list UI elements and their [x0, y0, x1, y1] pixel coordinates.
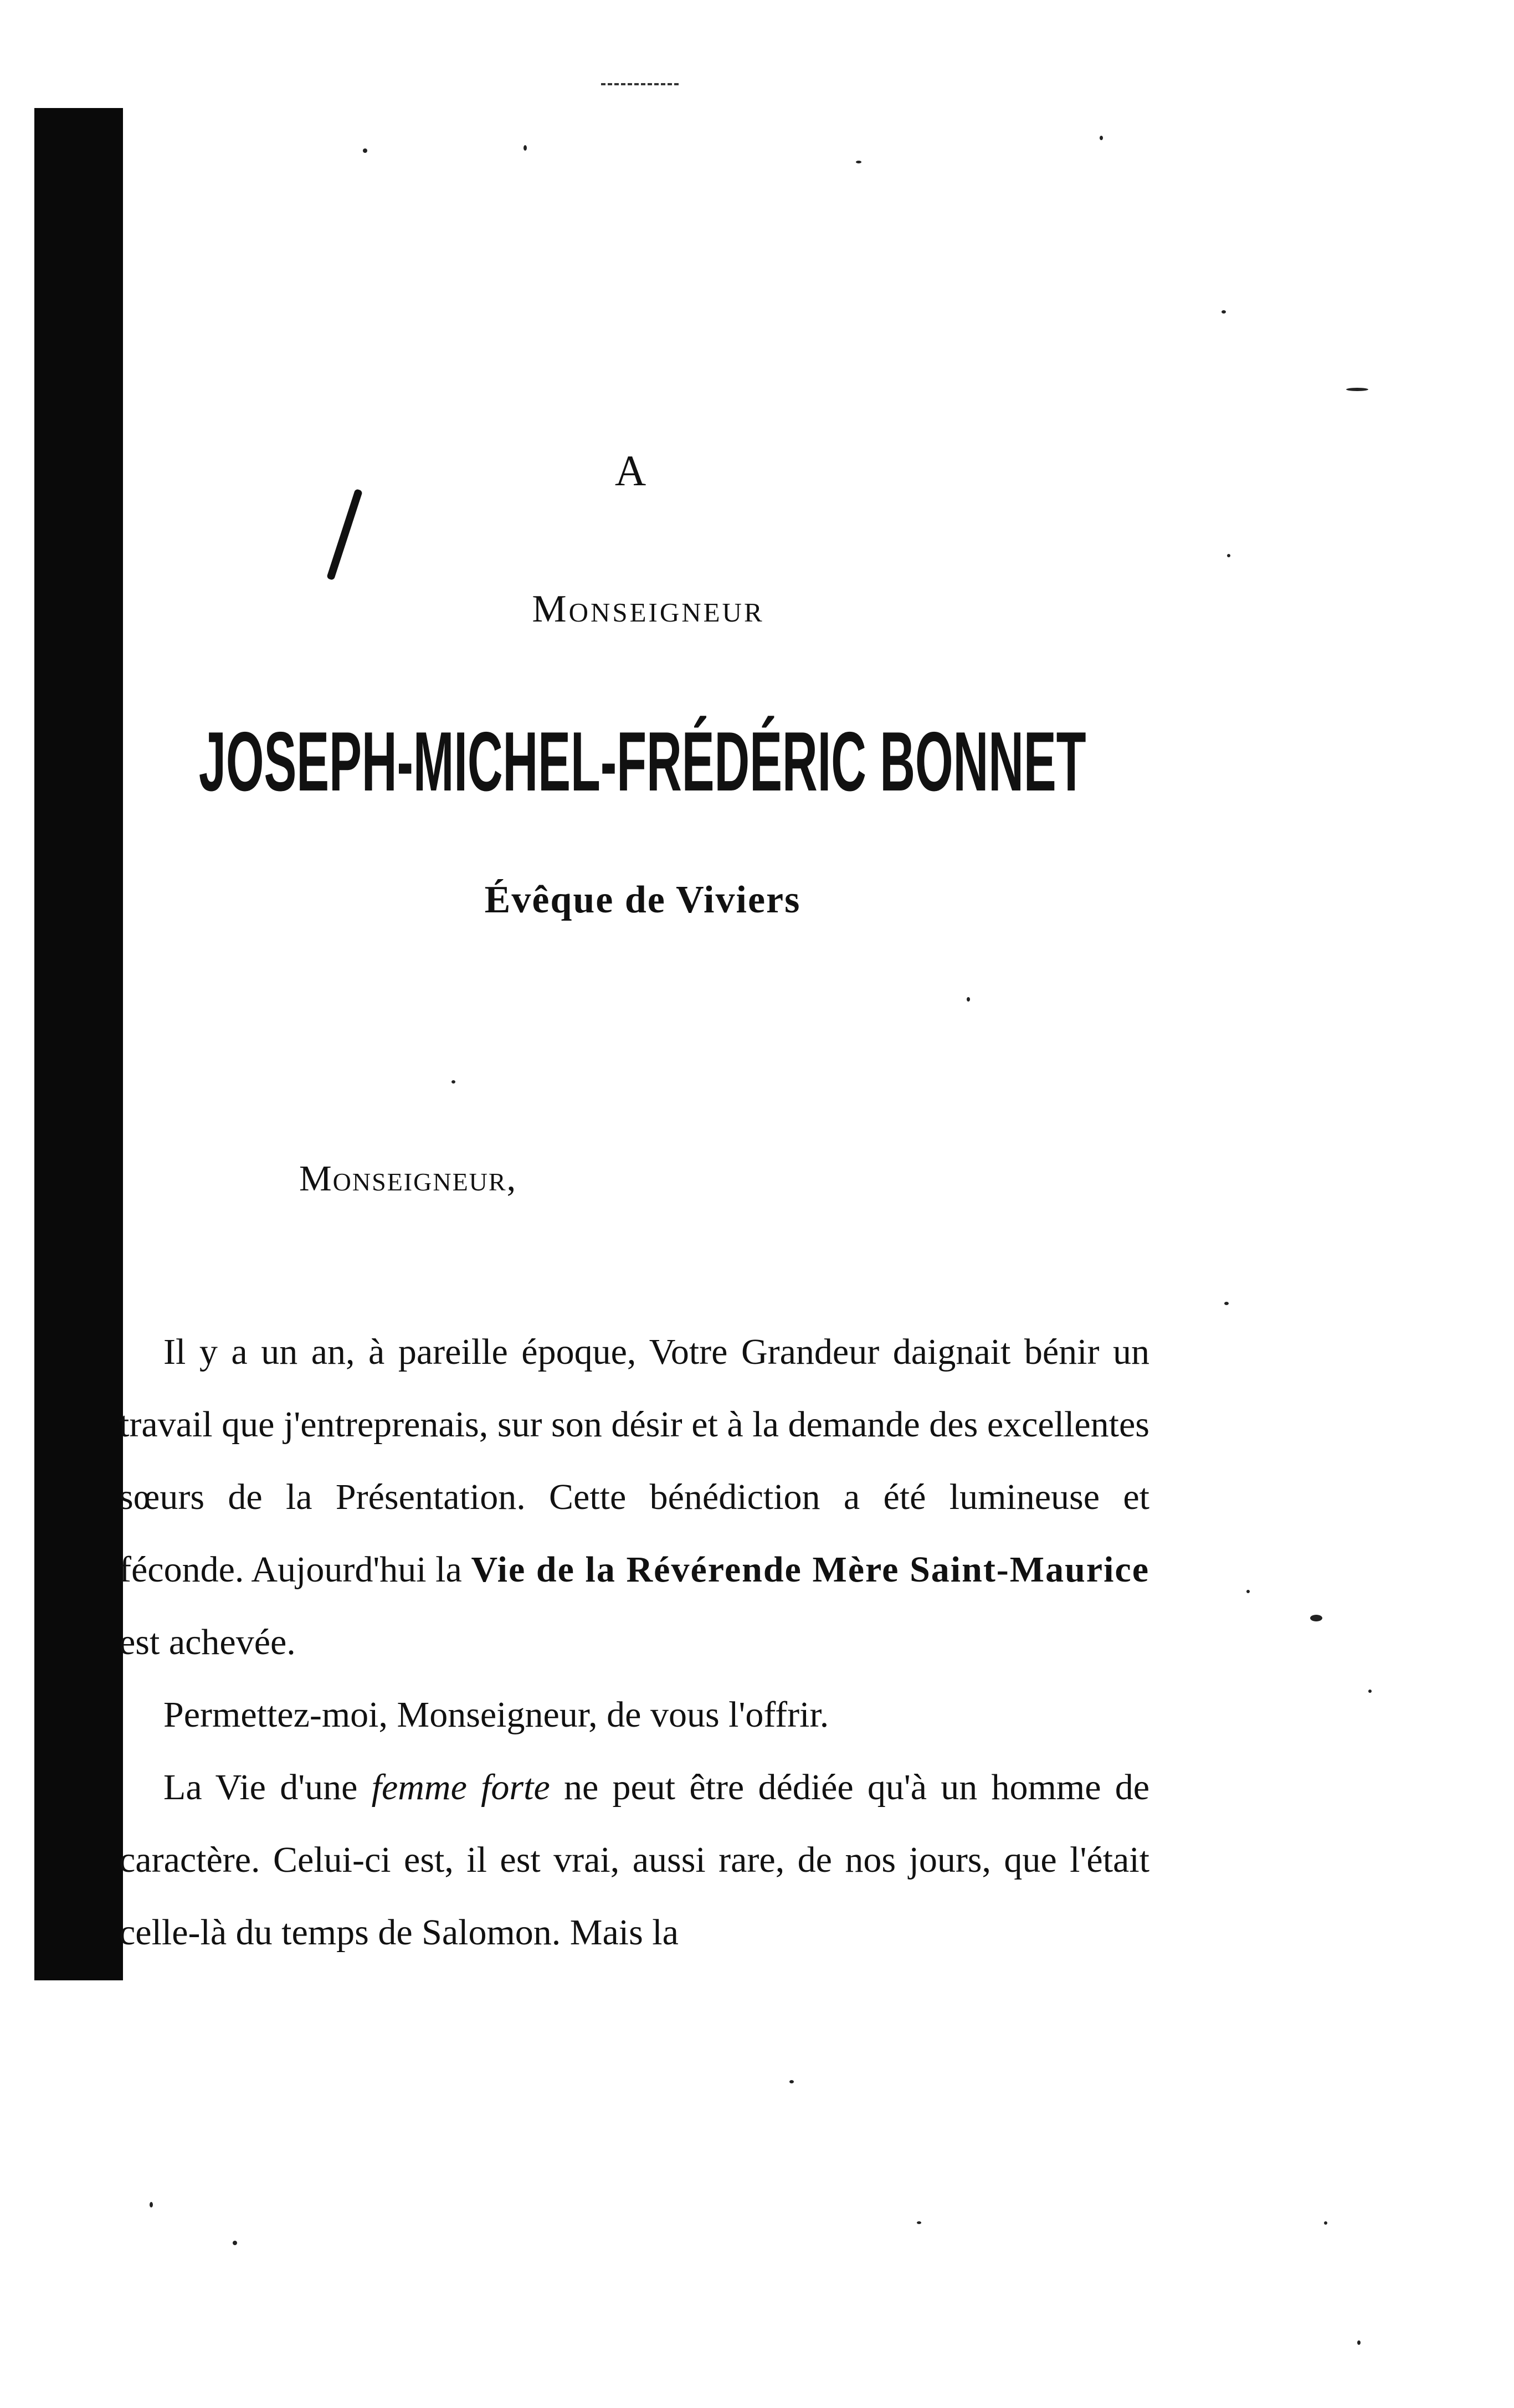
paragraph [119, 1751, 1149, 1969]
emphasis: femme forte [371, 1767, 550, 1808]
ink-speck [967, 997, 970, 1002]
ink-speck [1368, 1690, 1372, 1693]
ink-speck [1222, 310, 1226, 314]
paragraph [119, 1316, 1149, 1678]
pen-stroke-mark [326, 489, 363, 581]
dedicatee-name-row [0, 715, 1285, 809]
paragraph-text: est achevée. [119, 1622, 296, 1662]
paragraph-text: Permettez-moi, Monseigneur, de vous l'offrir. [163, 1695, 829, 1735]
ink-speck [233, 2241, 237, 2245]
ink-speck [1357, 2340, 1361, 2345]
ink-speck [451, 1080, 455, 1084]
ink-speck [917, 2221, 921, 2224]
dedicatee-name: JOSEPH-MICHEL-FRÉDÉRIC BONNET [199, 715, 1086, 809]
binding-shadow [34, 108, 123, 1980]
ink-speck [1246, 1590, 1250, 1593]
ink-speck [1310, 1615, 1322, 1621]
ink-speck [1100, 136, 1103, 140]
ink-speck [856, 161, 861, 163]
dedicatee-role: Évêque de Viviers [484, 879, 801, 921]
dedication-letter: A [614, 446, 649, 495]
paragraph-text: La Vie d'une [163, 1767, 372, 1808]
work-title: Vie de la Révérende Mère Saint-Maurice [471, 1549, 1149, 1590]
ink-speck [524, 145, 527, 151]
ink-speck [363, 148, 367, 153]
body-text [119, 1316, 1149, 1969]
salutation: Monseigneur, [299, 1158, 517, 1199]
ink-speck [1324, 2221, 1327, 2225]
header-mark [601, 83, 679, 89]
paragraph [119, 1678, 1149, 1751]
ink-speck [789, 2080, 794, 2083]
paragraph-text: Il y a un an, à pareille époque, Votre Grandeur daignait bénir un travail que j'entreprenais, sur son désir et à la demande des excellentes sœurs de la Présentation. Cette bénédiction a été lumineuse et féconde. Aujourd'hui la [119, 1332, 1149, 1590]
dedicatee-title: Monseigneur [532, 588, 764, 630]
ink-speck [1224, 1302, 1229, 1305]
ink-speck [150, 2202, 153, 2207]
paragraph-text: ne peut être dédiée qu'à un homme de caractère. Celui-ci est, il est vrai, aussi rare, de nos jours, que l'était celle-là du temps de Salomon. Mais la [119, 1767, 1149, 1953]
ink-speck [1227, 554, 1230, 557]
ink-speck [1346, 388, 1368, 391]
